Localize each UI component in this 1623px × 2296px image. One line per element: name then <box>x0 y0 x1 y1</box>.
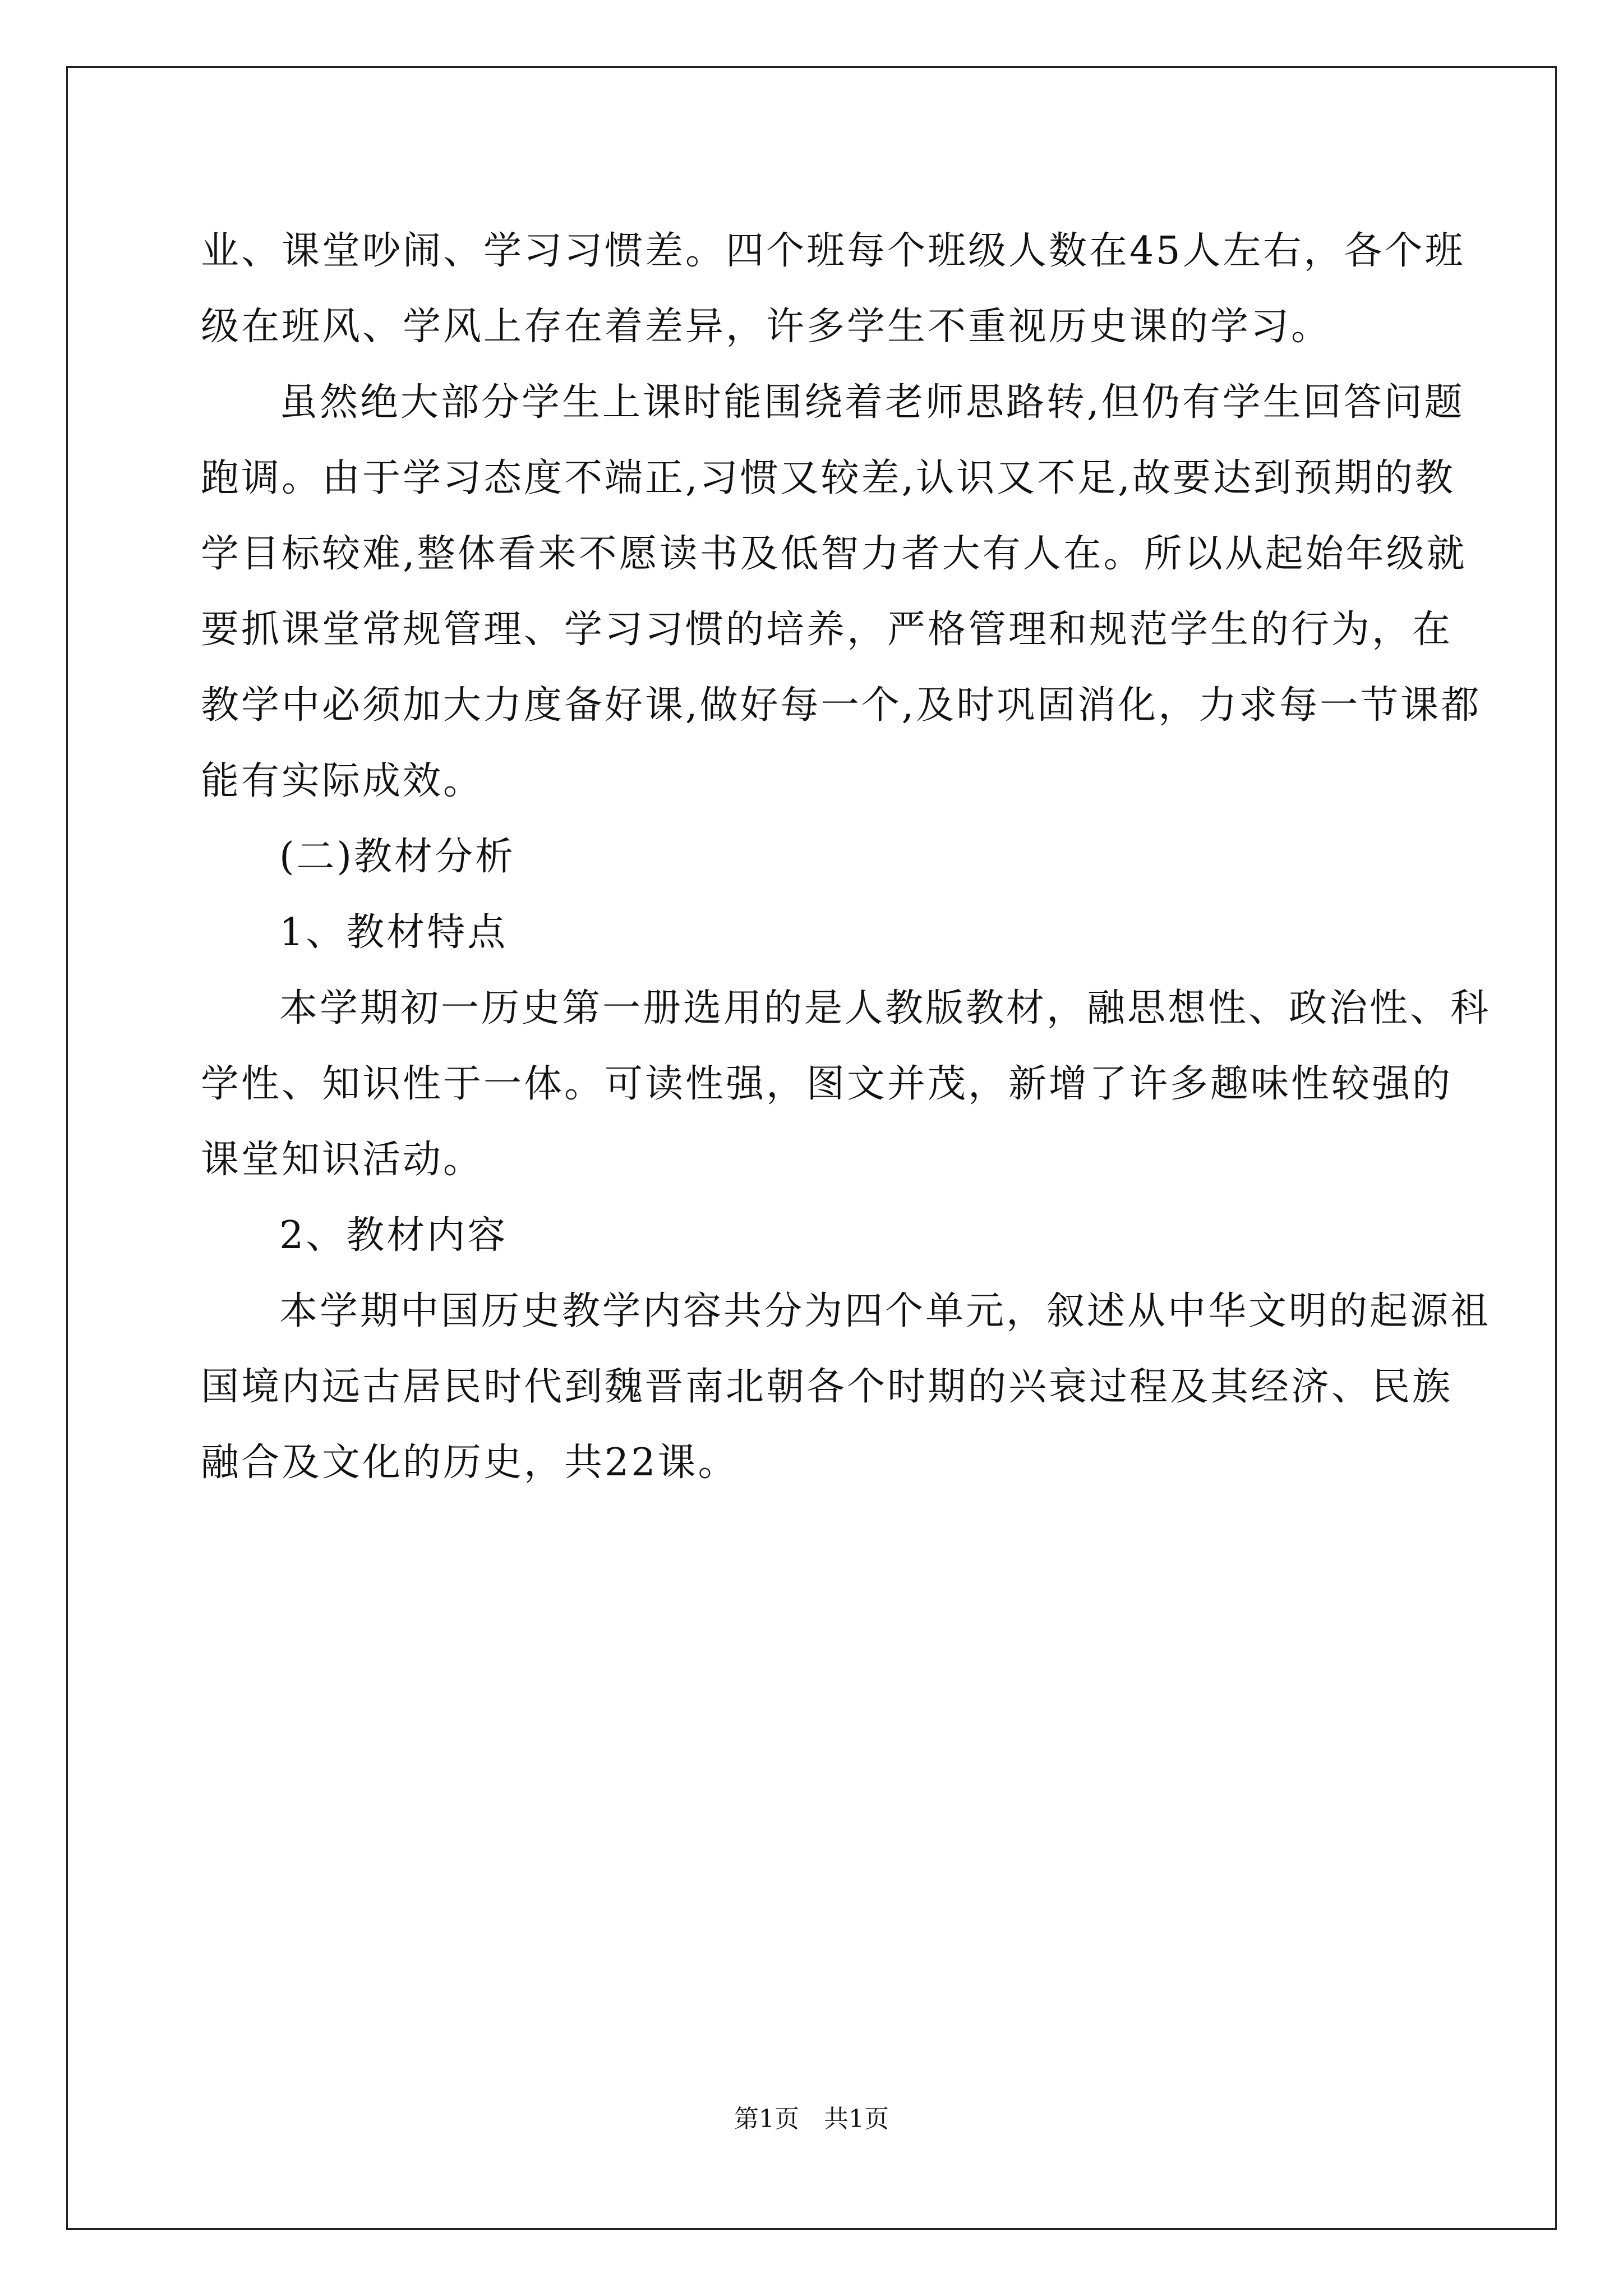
document-body <box>201 213 1491 1501</box>
paragraph-textbook-content: 本学期中国历史教学内容共分为四个单元，叙述从中华文明的起源祖国境内远古居民时代到魏晋南北朝各个时期的兴衰过程及其经济、民族融合及文化的历史，共22课。 <box>201 1289 1491 1485</box>
heading-textbook-content: 2、教材内容 <box>279 1213 508 1258</box>
paragraph-continuation: 业、课堂吵闹、学习习惯差。四个班每个班级人数在45人左右，各个班级在班风、学风上存在着差异，许多学生不重视历史课的学习。 <box>201 229 1465 349</box>
page-footer: 第1页 共1页 <box>734 2105 889 2133</box>
paragraph-student-analysis: 虽然绝大部分学生上课时能围绕着老师思路转,但仍有学生回答问题跑调。由于学习态度不端正,习惯又较差,认识又不足,故要达到预期的教学目标较难,整体看来不愿读书及低智力者大有人在。所以从起始年级就要抓课堂常规管理、学习习惯的培养，严格管理和规范学生的行为，在教学中必须加大力度备好课,做好每一个,及时巩固消化，力求每一节课都能有实际成效。 <box>201 380 1482 803</box>
paragraph-textbook-features: 本学期初一历史第一册选用的是人教版教材，融思想性、政治性、科学性、知识性于一体。可读性强，图文并茂，新增了许多趣味性较强的课堂知识活动。 <box>201 986 1491 1182</box>
heading-textbook-analysis: (二)教材分析 <box>279 835 516 879</box>
heading-textbook-features: 1、教材特点 <box>279 910 508 955</box>
